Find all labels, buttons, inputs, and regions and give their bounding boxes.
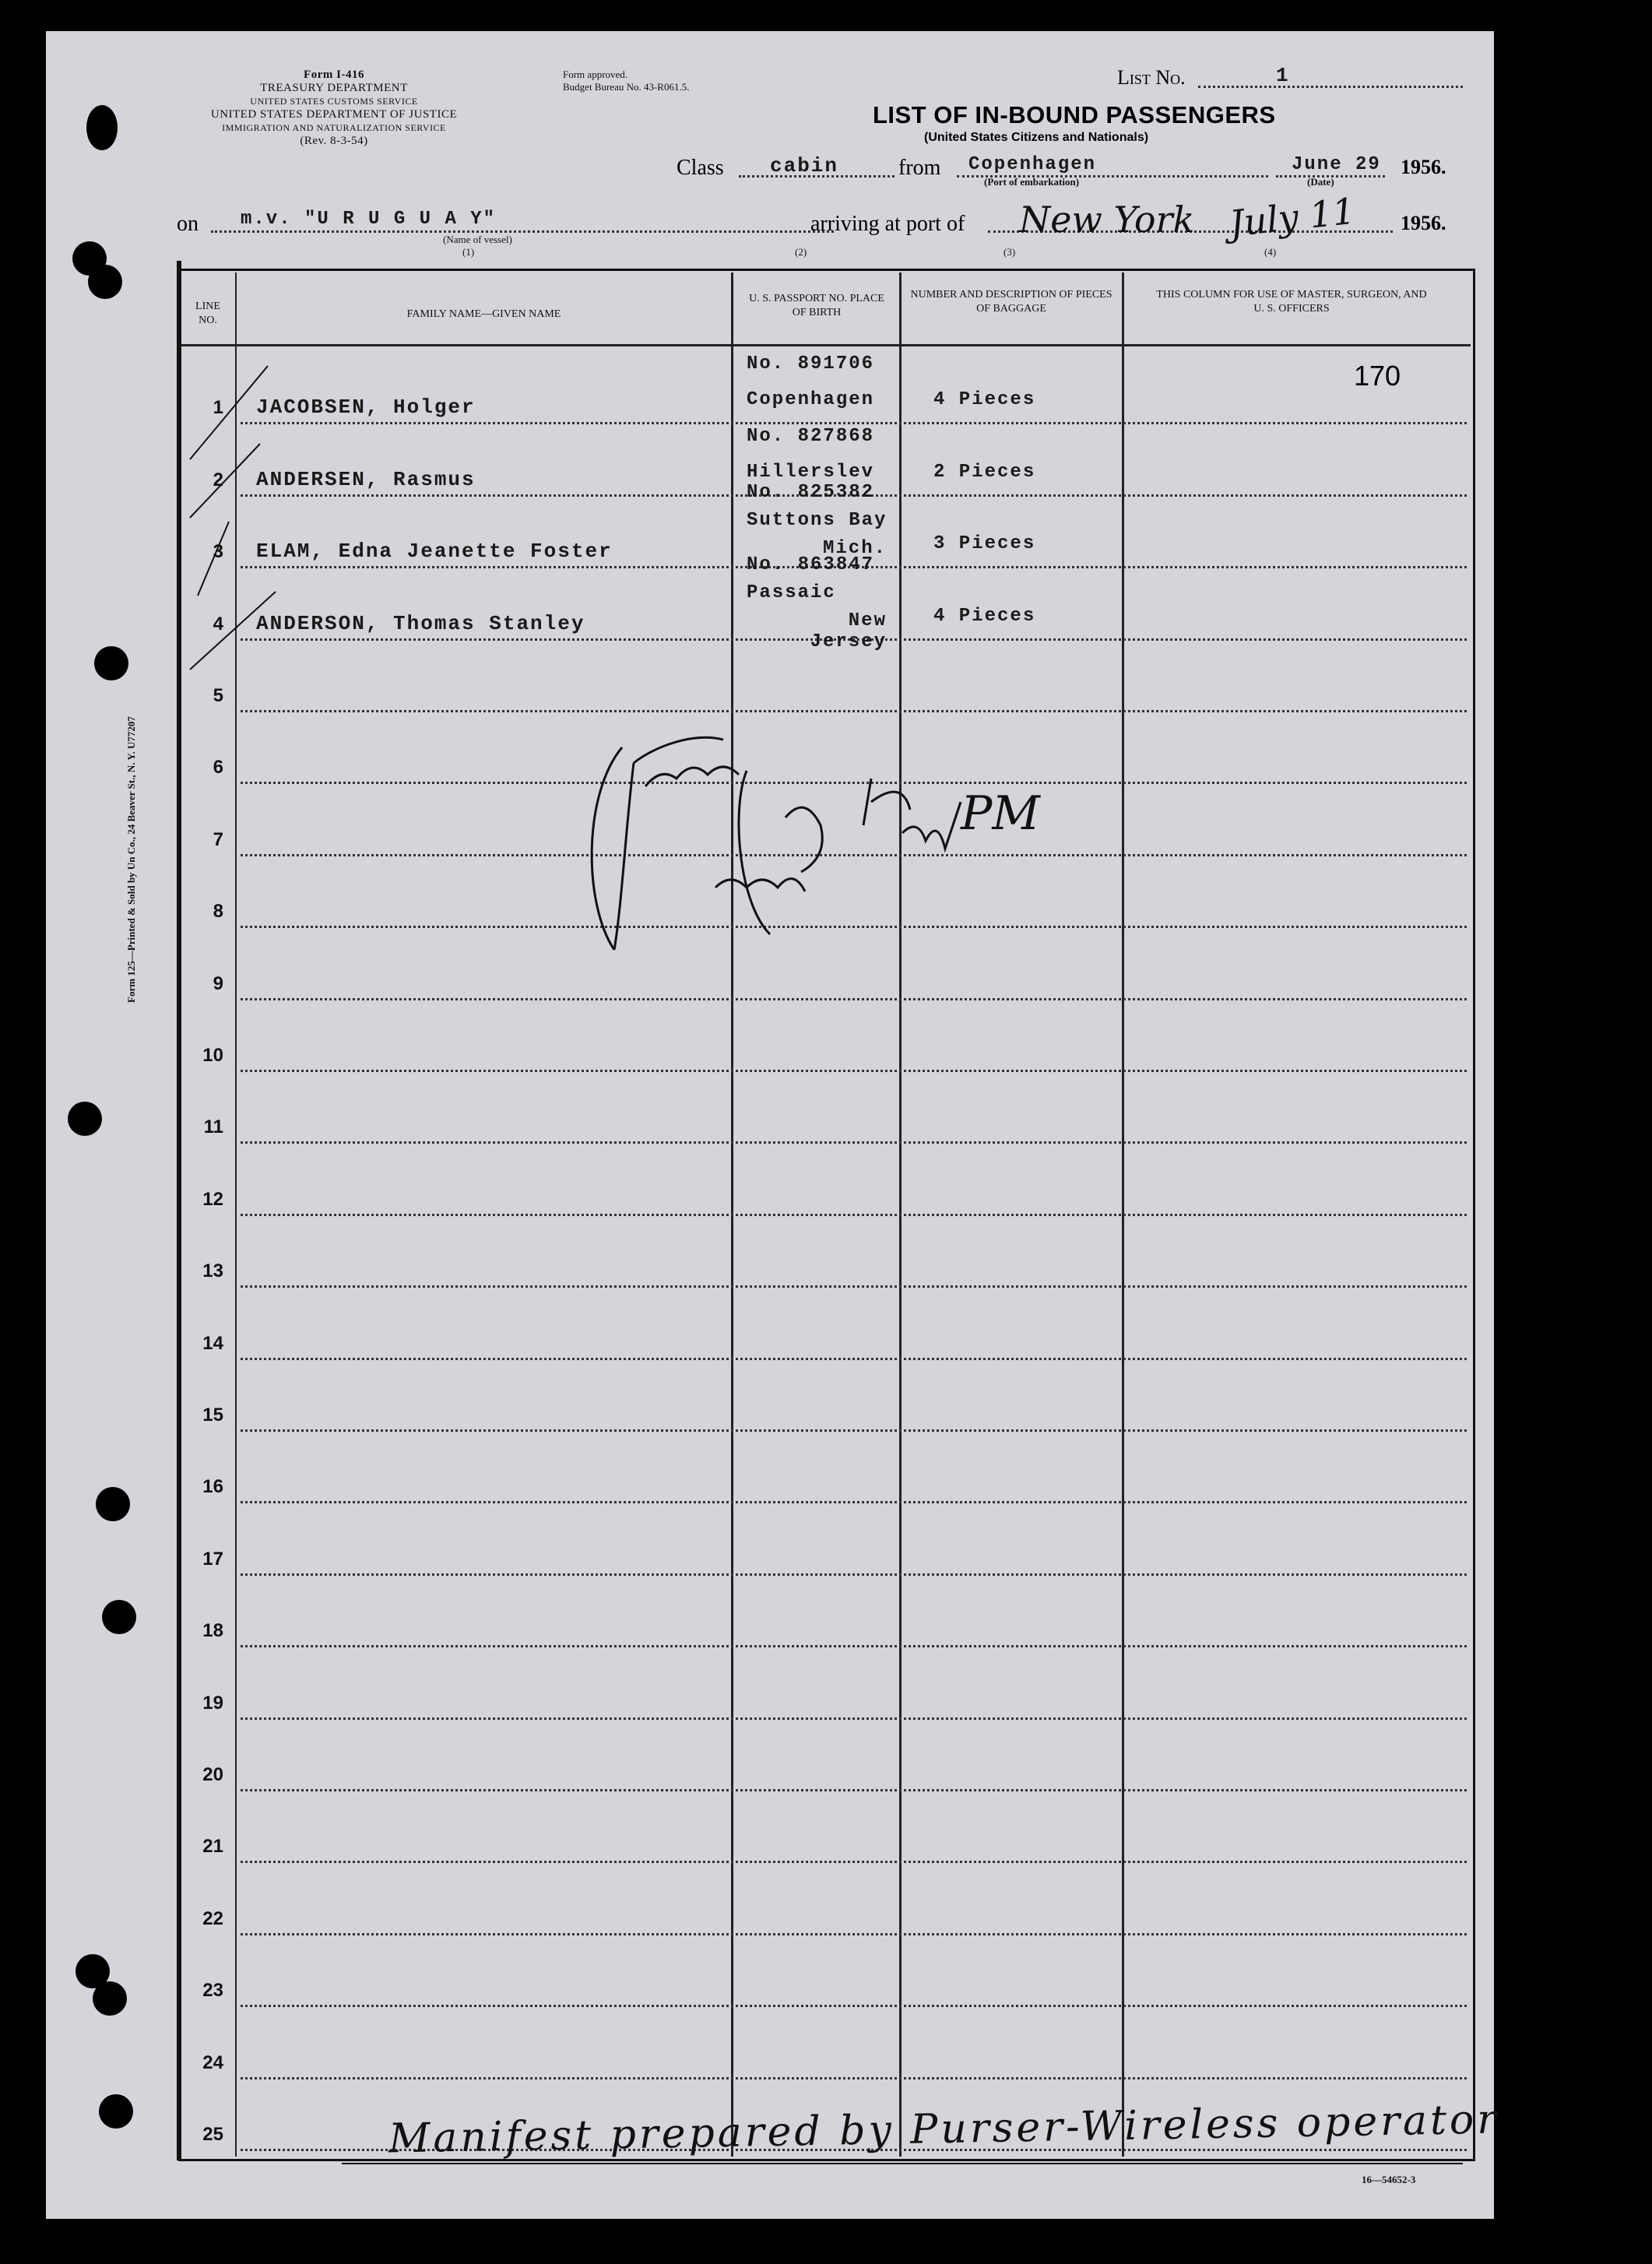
departure-year: 1956. (1401, 156, 1446, 178)
row-rule (241, 2077, 1467, 2079)
passenger-name: ELAM, Edna Jeanette Foster (256, 540, 613, 564)
line-number: 20 (202, 1764, 223, 1785)
table-frame-left (177, 261, 181, 2160)
svg-text:PM: PM (961, 786, 1040, 841)
col-ref-4: (4) (1264, 246, 1277, 258)
line-number: 9 (213, 972, 223, 994)
list-number-line (1198, 86, 1463, 88)
col-ref-1: (1) (462, 246, 475, 258)
treasury-dept: TREASURY DEPARTMENT (260, 82, 408, 94)
printer-credit: Form 125—Printed & Sold by Un Co., 24 Beaver St., N. Y. U77207 (125, 716, 137, 1003)
line-number: 21 (202, 1836, 223, 1858)
row-rule (241, 1573, 1467, 1576)
passenger-name: JACOBSEN, Holger (256, 395, 476, 420)
justice-dept: UNITED STATES DEPARTMENT OF JUSTICE (210, 108, 458, 121)
binder-hole (68, 1102, 102, 1136)
col-ref-2: (2) (795, 246, 807, 258)
row-rule (241, 1070, 1467, 1072)
manifest-note: Manifest prepared by Purser-Wireless operator (388, 2096, 1500, 2163)
row-rule (241, 422, 1467, 424)
line-number: 18 (202, 1620, 223, 1642)
line-number: 7 (213, 828, 223, 850)
header-name: FAMILY NAME—GIVEN NAME (406, 308, 561, 320)
line-number: 24 (202, 2051, 223, 2073)
row-rule (241, 1141, 1467, 1144)
row-rule (241, 2005, 1467, 2007)
binder-hole (88, 265, 122, 299)
place-of-birth: Suttons Bay (747, 510, 888, 532)
binder-hole (93, 1981, 127, 2016)
agency-block (170, 69, 497, 148)
passenger-name: ANDERSEN, Rasmus (256, 467, 476, 491)
row-rule (241, 1501, 1467, 1503)
baggage-count: 2 Pieces (933, 461, 1036, 483)
row-rule (241, 1429, 1467, 1432)
document-title: LIST OF IN-BOUND PASSENGERS (873, 101, 1276, 128)
place-of-birth: Passaic (747, 582, 836, 603)
footer-code: 16—54652-3 (1362, 2174, 1416, 2185)
line-number: 25 (202, 2124, 223, 2145)
passport-number: No. 863847 (747, 554, 875, 575)
row-rule (241, 1214, 1467, 1216)
binder-hole (102, 1600, 136, 1634)
signature-scrawl (536, 701, 1097, 1028)
header-line-no: LINE NO. (195, 301, 220, 326)
customs-service: UNITED STATES CUSTOMS SERVICE (250, 96, 418, 107)
place-of-birth-2: Mich. (822, 538, 887, 560)
passport-number: No. 891706 (747, 353, 875, 375)
ins-service: IMMIGRATION AND NATURALIZATION SERVICE (222, 122, 446, 133)
line-number: 23 (202, 1980, 223, 2002)
vessel-name: m.v. "U R U G U A Y" (241, 209, 497, 230)
line-number: 16 (202, 1476, 223, 1498)
line-number: 10 (202, 1045, 223, 1066)
form-number: Form I-416 (304, 69, 364, 81)
arriving-label: arriving at port of (810, 212, 965, 236)
row-rule (241, 1717, 1467, 1720)
list-number-label: List No. (1117, 66, 1186, 89)
revision: (Rev. 8-3-54) (300, 135, 368, 147)
manifest-page (46, 31, 1500, 2219)
binder-hole (96, 1487, 130, 1521)
binder-hole (94, 646, 128, 680)
header-baggage: NUMBER AND DESCRIPTION OF PIECES OF BAGGAGE (910, 289, 1112, 315)
form-approved: Form approved. (563, 69, 628, 80)
officer-note: 170 (1354, 360, 1401, 392)
line-number: 2 (213, 469, 223, 490)
baggage-count: 3 Pieces (933, 533, 1036, 555)
place-of-birth: Copenhagen (747, 389, 875, 411)
arrival-port: New York (1019, 199, 1195, 241)
line-number: 14 (202, 1332, 223, 1354)
document-subtitle: (United States Citizens and Nationals) (924, 131, 1149, 144)
line-number: 6 (213, 757, 223, 779)
departure-date: June 29 (1292, 154, 1381, 175)
row-rule (241, 1861, 1467, 1863)
baggage-count: 4 Pieces (933, 605, 1036, 627)
binder-hole (86, 105, 118, 150)
line-number: 1 (213, 397, 223, 419)
class-label: Class (677, 156, 724, 180)
note-underline (342, 2163, 1463, 2164)
line-number: 5 (213, 685, 223, 706)
row-rule (241, 1645, 1467, 1647)
arrival-date: July 11 (1227, 189, 1358, 245)
date-caption: (Date) (1307, 176, 1334, 188)
line-number: 17 (202, 1548, 223, 1570)
line-number: 19 (202, 1692, 223, 1714)
line-number: 4 (213, 613, 223, 635)
place-of-birth: Hillerslev (747, 461, 875, 483)
check-marks (182, 358, 307, 685)
on-label: on (177, 212, 199, 236)
arrival-year: 1956. (1401, 212, 1446, 234)
line-number: 8 (213, 901, 223, 923)
row-rule (241, 1358, 1467, 1360)
budget-bureau: Budget Bureau No. 43-R061.5. (563, 81, 690, 93)
list-number-value: 1 (1276, 64, 1290, 87)
header-rule (181, 344, 1471, 346)
place-of-birth-2: New Jersey (810, 610, 887, 652)
row-rule (241, 1789, 1467, 1791)
vessel-caption: (Name of vessel) (443, 234, 512, 245)
line-number: 12 (202, 1188, 223, 1210)
port-embark-caption: (Port of embarkation) (984, 176, 1080, 188)
header-passport: U. S. PASSPORT NO. PLACE OF BIRTH (749, 293, 884, 318)
line-number: 15 (202, 1404, 223, 1426)
binder-hole (99, 2094, 133, 2129)
row-rule (241, 1285, 1467, 1288)
vessel-line (211, 230, 834, 233)
class-value: cabin (770, 154, 839, 178)
from-label: from (898, 156, 941, 180)
line-number: 11 (203, 1116, 223, 1138)
passport-number: No. 827868 (747, 425, 875, 447)
line-number: 13 (202, 1260, 223, 1282)
col-ref-3: (3) (1004, 246, 1016, 258)
row-rule (241, 1933, 1467, 1935)
passenger-name: ANDERSON, Thomas Stanley (256, 611, 585, 635)
line-number: 22 (202, 1907, 223, 1929)
line-number: 3 (213, 541, 223, 563)
baggage-count: 4 Pieces (933, 389, 1036, 411)
passport-number: No. 825382 (747, 482, 875, 504)
header-officers: THIS COLUMN FOR USE OF MASTER, SURGEON, AND U. S. OFFICERS (1156, 289, 1427, 315)
port-of-embarkation: Copenhagen (968, 154, 1097, 175)
